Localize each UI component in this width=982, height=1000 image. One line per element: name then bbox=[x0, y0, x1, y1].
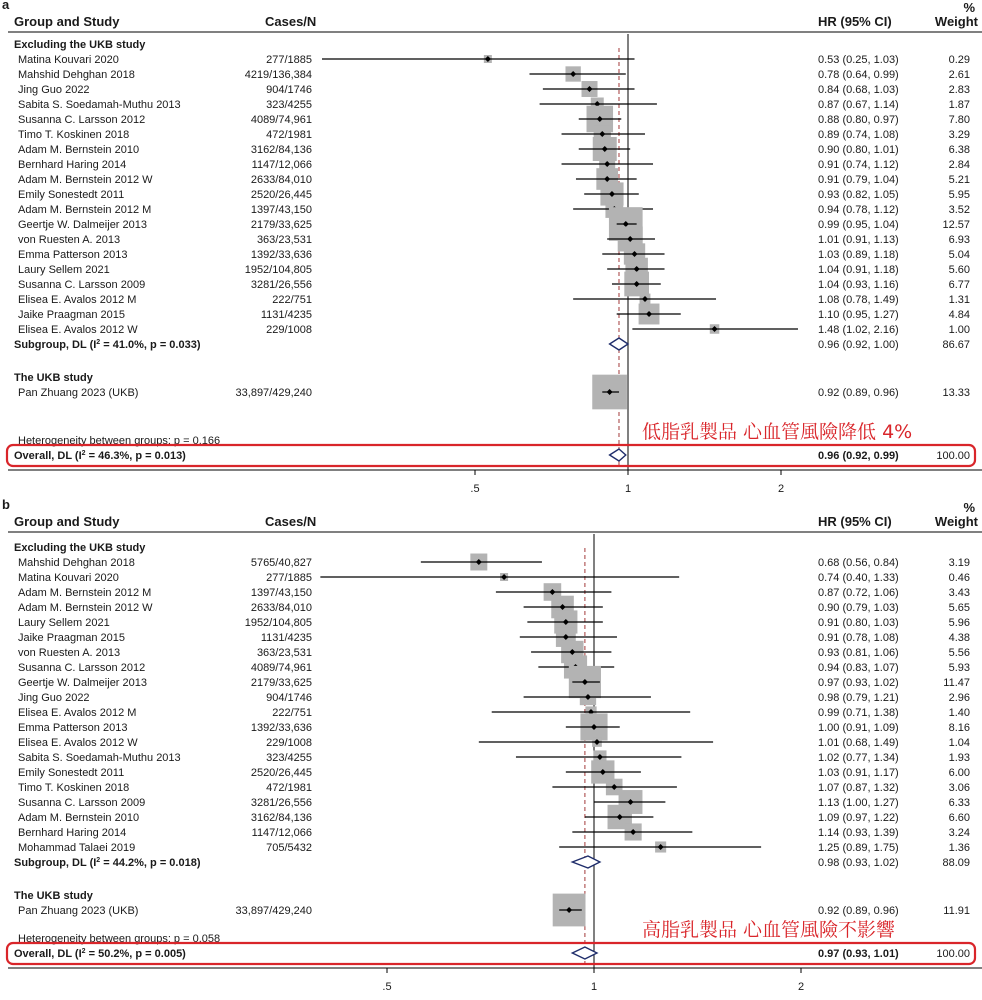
study-cases: 2633/84,010 bbox=[250, 174, 312, 186]
study-cases: 229/1008 bbox=[266, 324, 312, 336]
study-cases: 33,897/429,240 bbox=[235, 905, 312, 917]
header-hr: HR (95% CI) bbox=[818, 514, 892, 529]
study-weight: 6.60 bbox=[948, 812, 970, 824]
study-hr-ci: 0.88 (0.80, 0.97) bbox=[818, 114, 899, 126]
study-hr-ci: 1.01 (0.68, 1.49) bbox=[818, 737, 899, 749]
study-cases: 323/4255 bbox=[266, 99, 312, 111]
study-weight: 5.56 bbox=[948, 647, 970, 659]
study-weight: 13.33 bbox=[942, 387, 970, 399]
study-name: Emily Sonestedt 2011 bbox=[18, 189, 125, 201]
study-name: von Ruesten A. 2013 bbox=[18, 234, 121, 246]
study-name: Matina Kouvari 2020 bbox=[18, 572, 119, 584]
study-name: Emma Patterson 2013 bbox=[18, 249, 128, 261]
annotation-text: 高脂乳製品 心血管風險不影響 bbox=[642, 919, 896, 941]
study-weight: 11.91 bbox=[943, 905, 970, 917]
study-name: Bernhard Haring 2014 bbox=[18, 159, 127, 171]
study-cases: 904/1746 bbox=[266, 84, 312, 96]
study-name: Emma Patterson 2013 bbox=[18, 722, 128, 734]
overall-diamond bbox=[610, 449, 626, 461]
group-title: Excluding the UKB study bbox=[14, 39, 146, 51]
study-cases: 3281/26,556 bbox=[250, 797, 312, 809]
study-name: Timo T. Koskinen 2018 bbox=[18, 782, 130, 794]
study-name: Timo T. Koskinen 2018 bbox=[18, 129, 130, 141]
study-weight: 5.95 bbox=[948, 189, 970, 201]
study-weight: 1.04 bbox=[948, 737, 970, 749]
annotation-text: 低脂乳製品 心血管風險降低 4% bbox=[642, 421, 913, 443]
header-cases: Cases/N bbox=[265, 514, 317, 529]
study-weight: 2.84 bbox=[948, 159, 970, 171]
study-hr-ci: 1.02 (0.77, 1.34) bbox=[818, 752, 899, 764]
study-hr-ci: 0.74 (0.40, 1.33) bbox=[818, 572, 899, 584]
study-hr-ci: 0.99 (0.95, 1.04) bbox=[818, 219, 899, 231]
overall-label: Overall, DL ($I^2 = 50.2\%$, p = 0.005) bbox=[14, 948, 186, 960]
study-cases: 33,897/429,240 bbox=[235, 387, 312, 399]
study-weight: 6.33 bbox=[948, 797, 970, 809]
study-hr-ci: 0.68 (0.56, 0.84) bbox=[818, 557, 899, 569]
study-weight: 6.38 bbox=[948, 144, 970, 156]
study-cases: 472/1981 bbox=[266, 129, 312, 141]
study-cases: 323/4255 bbox=[266, 752, 312, 764]
overall-hr-ci: 0.97 (0.93, 1.01) bbox=[818, 948, 899, 960]
study-hr-ci: 1.04 (0.93, 1.16) bbox=[818, 279, 899, 291]
study-weight: 11.47 bbox=[943, 677, 970, 689]
study-weight: 1.40 bbox=[948, 707, 970, 719]
overall-weight: 100.00 bbox=[936, 450, 970, 462]
subgroup-label: Subgroup, DL ($I^2 = 41.0\%$, p = 0.033) bbox=[14, 339, 201, 351]
study-cases: 1131/4235 bbox=[260, 309, 312, 321]
study-cases: 2520/26,445 bbox=[250, 767, 312, 779]
overall-hr-ci: 0.96 (0.92, 0.99) bbox=[818, 450, 899, 462]
study-name: Susanna C. Larsson 2012 bbox=[18, 114, 146, 126]
study-hr-ci: 0.93 (0.82, 1.05) bbox=[818, 189, 899, 201]
study-cases: 3281/26,556 bbox=[250, 279, 312, 291]
study-cases: 1952/104,805 bbox=[244, 264, 312, 276]
study-hr-ci: 1.03 (0.89, 1.18) bbox=[818, 249, 899, 261]
study-hr-ci: 1.48 (1.02, 2.16) bbox=[818, 324, 899, 336]
study-name: Elisea E. Avalos 2012 M bbox=[18, 294, 137, 306]
subgroup-weight: 88.09 bbox=[942, 857, 970, 869]
overall-diamond bbox=[572, 947, 597, 959]
study-name: Susanna C. Larsson 2009 bbox=[18, 279, 146, 291]
study-weight: 5.93 bbox=[948, 662, 970, 674]
study-cases: 4089/74,961 bbox=[250, 662, 312, 674]
study-weight: 7.80 bbox=[948, 114, 970, 126]
study-name: Emily Sonestedt 2011 bbox=[18, 767, 125, 779]
study-name: Elisea E. Avalos 2012 M bbox=[18, 707, 137, 719]
study-hr-ci: 0.87 (0.67, 1.14) bbox=[818, 99, 899, 111]
x-tick-label: 1 bbox=[624, 483, 632, 495]
forest-panel-b bbox=[2, 497, 982, 993]
study-hr-ci: 0.94 (0.78, 1.12) bbox=[818, 204, 899, 216]
study-hr-ci: 1.01 (0.91, 1.13) bbox=[818, 234, 899, 246]
study-weight: 0.29 bbox=[948, 54, 970, 66]
x-tick-label: .5 bbox=[382, 981, 392, 993]
study-hr-ci: 0.90 (0.79, 1.03) bbox=[818, 602, 899, 614]
study-name: Matina Kouvari 2020 bbox=[18, 54, 119, 66]
study-hr-ci: 0.91 (0.74, 1.12) bbox=[818, 159, 899, 171]
header-weight: Weight bbox=[934, 14, 978, 29]
study-hr-ci: 1.07 (0.87, 1.32) bbox=[818, 782, 899, 794]
study-cases: 277/1885 bbox=[266, 572, 312, 584]
study-hr-ci: 0.92 (0.89, 0.96) bbox=[818, 387, 899, 399]
study-hr-ci: 0.84 (0.68, 1.03) bbox=[818, 84, 899, 96]
x-tick-label: 2 bbox=[797, 981, 805, 993]
study-cases: 1392/33,636 bbox=[250, 722, 312, 734]
study-hr-ci: 0.91 (0.78, 1.08) bbox=[818, 632, 899, 644]
study-weight: 5.04 bbox=[948, 249, 970, 261]
study-weight: 5.65 bbox=[948, 602, 970, 614]
study-cases: 1392/33,636 bbox=[250, 249, 312, 261]
study-hr-ci: 1.13 (1.00, 1.27) bbox=[818, 797, 899, 809]
study-name: Elisea E. Avalos 2012 W bbox=[18, 324, 138, 336]
study-cases: 1131/4235 bbox=[260, 632, 312, 644]
study-weight: 8.16 bbox=[948, 722, 970, 734]
study-hr-ci: 0.98 (0.79, 1.21) bbox=[818, 692, 899, 704]
group-title: Excluding the UKB study bbox=[14, 542, 146, 554]
study-name: Adam M. Bernstein 2010 bbox=[18, 144, 140, 156]
study-name: Jing Guo 2022 bbox=[18, 692, 90, 704]
study-hr-ci: 1.08 (0.78, 1.49) bbox=[818, 294, 899, 306]
header-weight-pct: % bbox=[963, 500, 975, 515]
study-weight: 1.93 bbox=[948, 752, 970, 764]
study-weight: 3.29 bbox=[948, 129, 970, 141]
study-cases: 1952/104,805 bbox=[244, 617, 312, 629]
heterogeneity-text: Heterogeneity between groups: p = 0.166 bbox=[18, 435, 221, 447]
study-hr-ci: 1.14 (0.93, 1.39) bbox=[818, 827, 899, 839]
study-weight: 5.21 bbox=[948, 174, 970, 186]
study-name: Pan Zhuang 2023 (UKB) bbox=[18, 387, 139, 399]
heterogeneity-text: Heterogeneity between groups: p = 0.058 bbox=[18, 933, 221, 945]
study-hr-ci: 0.92 (0.89, 0.96) bbox=[818, 905, 899, 917]
study-cases: 4219/136,384 bbox=[244, 69, 312, 81]
study-cases: 222/751 bbox=[272, 294, 312, 306]
study-cases: 2179/33,625 bbox=[250, 219, 312, 231]
study-weight: 3.43 bbox=[948, 587, 970, 599]
header-hr: HR (95% CI) bbox=[818, 14, 892, 29]
study-cases: 363/23,531 bbox=[256, 234, 312, 246]
study-cases: 5765/40,827 bbox=[250, 557, 312, 569]
overall-label: Overall, DL ($I^2 = 46.3\%$, p = 0.013) bbox=[14, 450, 186, 462]
study-name: Mahshid Dehghan 2018 bbox=[18, 557, 135, 569]
study-name: Susanna C. Larsson 2012 bbox=[18, 662, 146, 674]
study-hr-ci: 0.93 (0.81, 1.06) bbox=[818, 647, 899, 659]
study-hr-ci: 1.00 (0.91, 1.09) bbox=[818, 722, 899, 734]
study-weight: 3.19 bbox=[948, 557, 970, 569]
study-name: Adam M. Bernstein 2012 M bbox=[18, 204, 152, 216]
group-title: The UKB study bbox=[14, 890, 93, 902]
study-hr-ci: 0.53 (0.25, 1.03) bbox=[818, 54, 899, 66]
panel-label: b bbox=[2, 497, 10, 512]
study-hr-ci: 0.87 (0.72, 1.06) bbox=[818, 587, 899, 599]
study-cases: 2179/33,625 bbox=[250, 677, 312, 689]
study-weight: 4.84 bbox=[948, 309, 970, 321]
subgroup-hr-ci: 0.96 (0.92, 1.00) bbox=[818, 339, 899, 351]
subgroup-diamond bbox=[610, 338, 628, 350]
study-name: Sabita S. Soedamah-Muthu 2013 bbox=[18, 99, 181, 111]
study-weight: 1.31 bbox=[948, 294, 970, 306]
study-weight: 2.96 bbox=[948, 692, 970, 704]
study-weight: 6.77 bbox=[948, 279, 970, 291]
study-hr-ci: 1.25 (0.89, 1.75) bbox=[818, 842, 899, 854]
study-cases: 1147/12,066 bbox=[251, 827, 312, 839]
study-hr-ci: 0.94 (0.83, 1.07) bbox=[818, 662, 899, 674]
study-name: Adam M. Bernstein 2010 bbox=[18, 812, 140, 824]
study-hr-ci: 0.99 (0.71, 1.38) bbox=[818, 707, 899, 719]
study-name: Bernhard Haring 2014 bbox=[18, 827, 127, 839]
study-name: Geertje W. Dalmeijer 2013 bbox=[18, 677, 147, 689]
study-weight: 2.61 bbox=[948, 69, 970, 81]
header-weight-pct: % bbox=[963, 0, 975, 15]
study-hr-ci: 0.91 (0.79, 1.04) bbox=[818, 174, 899, 186]
x-tick-label: 1 bbox=[590, 981, 598, 993]
study-name: Laury Sellem 2021 bbox=[18, 264, 110, 276]
study-cases: 1147/12,066 bbox=[251, 159, 312, 171]
subgroup-hr-ci: 0.98 (0.93, 1.02) bbox=[818, 857, 899, 869]
study-weight: 1.36 bbox=[948, 842, 970, 854]
study-name: Adam M. Bernstein 2012 M bbox=[18, 587, 152, 599]
study-name: Jaike Praagman 2015 bbox=[18, 632, 126, 644]
study-hr-ci: 0.78 (0.64, 0.99) bbox=[818, 69, 899, 81]
study-weight: 1.87 bbox=[948, 99, 970, 111]
study-weight: 5.96 bbox=[948, 617, 970, 629]
study-name: Geertje W. Dalmeijer 2013 bbox=[18, 219, 147, 231]
x-tick-label: .5 bbox=[470, 483, 480, 495]
study-weight: 1.00 bbox=[948, 324, 970, 336]
study-weight: 6.00 bbox=[948, 767, 970, 779]
study-weight: 3.06 bbox=[948, 782, 970, 794]
study-weight: 6.93 bbox=[948, 234, 970, 246]
study-cases: 229/1008 bbox=[266, 737, 312, 749]
header-weight: Weight bbox=[934, 514, 978, 529]
study-name: Mahshid Dehghan 2018 bbox=[18, 69, 135, 81]
study-name: Adam M. Bernstein 2012 W bbox=[18, 174, 153, 186]
study-weight: 0.46 bbox=[948, 572, 970, 584]
study-cases: 1397/43,150 bbox=[250, 587, 312, 599]
study-name: Mohammad Talaei 2019 bbox=[18, 842, 136, 854]
study-name: Pan Zhuang 2023 (UKB) bbox=[18, 905, 139, 917]
study-cases: 4089/74,961 bbox=[250, 114, 312, 126]
study-weight: 12.57 bbox=[942, 219, 970, 231]
study-hr-ci: 1.03 (0.91, 1.17) bbox=[818, 767, 899, 779]
study-name: Adam M. Bernstein 2012 W bbox=[18, 602, 153, 614]
study-hr-ci: 0.90 (0.80, 1.01) bbox=[818, 144, 899, 156]
subgroup-label: Subgroup, DL ($I^2 = 44.2\%$, p = 0.018) bbox=[14, 857, 201, 869]
study-cases: 363/23,531 bbox=[256, 647, 312, 659]
study-hr-ci: 1.09 (0.97, 1.22) bbox=[818, 812, 899, 824]
study-name: Jaike Praagman 2015 bbox=[18, 309, 126, 321]
study-hr-ci: 1.10 (0.95, 1.27) bbox=[818, 309, 899, 321]
study-weight: 2.83 bbox=[948, 84, 970, 96]
study-name: von Ruesten A. 2013 bbox=[18, 647, 121, 659]
study-name: Jing Guo 2022 bbox=[18, 84, 90, 96]
study-weight: 5.60 bbox=[948, 264, 970, 276]
x-tick-label: 2 bbox=[777, 483, 785, 495]
subgroup-weight: 86.67 bbox=[942, 339, 970, 351]
study-cases: 904/1746 bbox=[266, 692, 312, 704]
study-cases: 2633/84,010 bbox=[250, 602, 312, 614]
header-group-and-study: Group and Study bbox=[14, 514, 120, 529]
study-hr-ci: 1.04 (0.91, 1.18) bbox=[818, 264, 899, 276]
study-cases: 3162/84,136 bbox=[250, 144, 312, 156]
study-hr-ci: 0.89 (0.74, 1.08) bbox=[818, 129, 899, 141]
study-weight: 3.24 bbox=[948, 827, 970, 839]
header-group-and-study: Group and Study bbox=[14, 14, 120, 29]
study-cases: 705/5432 bbox=[266, 842, 312, 854]
forest-panel-a bbox=[2, 0, 982, 495]
study-name: Susanna C. Larsson 2009 bbox=[18, 797, 146, 809]
panel-label: a bbox=[2, 0, 10, 12]
study-weight: 4.38 bbox=[948, 632, 970, 644]
study-hr-ci: 0.91 (0.80, 1.03) bbox=[818, 617, 899, 629]
study-cases: 2520/26,445 bbox=[250, 189, 312, 201]
group-title: The UKB study bbox=[14, 372, 93, 384]
study-cases: 277/1885 bbox=[266, 54, 312, 66]
study-cases: 222/751 bbox=[272, 707, 312, 719]
study-weight: 3.52 bbox=[948, 204, 970, 216]
study-cases: 3162/84,136 bbox=[250, 812, 312, 824]
study-cases: 1397/43,150 bbox=[250, 204, 312, 216]
study-name: Sabita S. Soedamah-Muthu 2013 bbox=[18, 752, 181, 764]
overall-weight: 100.00 bbox=[936, 948, 970, 960]
header-cases: Cases/N bbox=[265, 14, 317, 29]
study-cases: 472/1981 bbox=[266, 782, 312, 794]
study-name: Laury Sellem 2021 bbox=[18, 617, 110, 629]
study-hr-ci: 0.97 (0.93, 1.02) bbox=[818, 677, 899, 689]
subgroup-diamond bbox=[572, 856, 600, 868]
study-name: Elisea E. Avalos 2012 W bbox=[18, 737, 138, 749]
